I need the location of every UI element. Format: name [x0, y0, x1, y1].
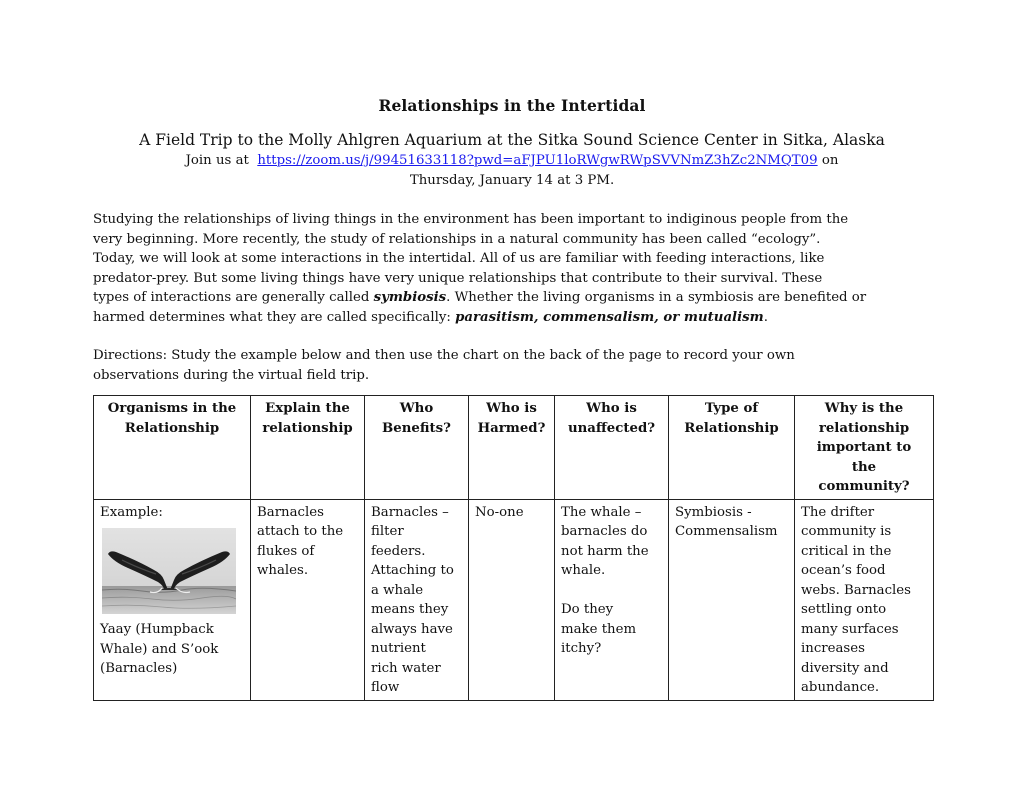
join-line: [0, 153, 1024, 168]
term-symbiosis: symbiosis: [373, 290, 447, 305]
directions-line: observations during the virtual field trip.: [93, 367, 370, 383]
cell-harmed: No-one: [469, 499, 555, 700]
intro-text: harmed determines what they are called specifically:: [93, 309, 456, 325]
cell-organisms: [94, 499, 251, 700]
directions-paragraph: [93, 346, 933, 385]
event-date: Thursday, January 14 at 3 PM.: [409, 173, 615, 188]
intro-line: predator-prey. But some living things have very unique relationships that contribute to their survival. These: [93, 270, 823, 286]
intro-line: Studying the relationships of living things in the environment has been important to indiginous people from the: [93, 212, 849, 227]
intro-line: Today, we will look at some interactions in the intertidal. All of us are familiar with feeding interactions, like: [93, 251, 825, 266]
whale-tail-image: [102, 528, 236, 614]
header-benefits: Who Benefits?: [365, 396, 469, 500]
document-subtitle: A Field Trip to the Molly Ahlgren Aquarium at the Sitka Sound Science Center in Sitka, Alaska: [139, 131, 885, 149]
document-title: Relationships in the Intertidal: [378, 96, 646, 115]
zoom-link[interactable]: https://zoom.us/j/99451633118?pwd=aFJPU1loRWgwRWpSVVNmZ3hZc2NMQT09: [257, 153, 818, 168]
cell-explain: Barnacles attach to the flukes of whales.: [251, 499, 365, 700]
header-organisms: Organisms in the Relationship: [94, 396, 251, 500]
intro-line: [93, 308, 933, 328]
term-relationship-types: parasitism, commensalism, or mutualism: [455, 309, 764, 325]
header-explain: Explain the relationship: [251, 396, 365, 500]
header-why: Why is the relationship important to the community?: [795, 396, 934, 500]
intro-text: .: [763, 309, 768, 325]
cell-why: The drifter community is critical in the ocean’s food webs. Barnacles settling onto many surfaces increases diversity and abundance.: [795, 499, 934, 700]
organisms-text: Yaay (Humpback: [100, 622, 214, 637]
cell-type: Symbiosis - Commensalism: [669, 499, 795, 700]
intro-text: types of interactions are generally called: [93, 290, 374, 305]
table-row-example: [94, 499, 934, 700]
header-type: Type of Relationship: [669, 396, 795, 500]
relationship-table: [93, 395, 934, 701]
intro-paragraph: [93, 210, 933, 327]
intro-line: [93, 288, 933, 308]
directions-line: Directions: Study the example below and then use the chart on the back of the page to record your own: [93, 348, 795, 363]
join-suffix: on: [821, 153, 839, 168]
intro-text: . Whether the living organisms in a symbiosis are benefited or: [446, 290, 867, 305]
intro-line: very beginning. More recently, the study of relationships in a natural community has been called “ecology”.: [93, 231, 821, 247]
organisms-text: Whale) and S’ook: [100, 641, 219, 657]
header-unaffected: Who is unaffected?: [555, 396, 669, 500]
cell-benefits: Barnacles – filter feeders. Attaching to a whale means they always have nutrient rich water flow: [365, 499, 469, 700]
table-header-row: [94, 396, 934, 500]
join-prefix: Join us at: [185, 153, 249, 168]
organisms-text: (Barnacles): [100, 661, 178, 676]
example-label: Example:: [100, 504, 163, 520]
header-harmed: Who is Harmed?: [469, 396, 555, 500]
cell-unaffected: The whale – barnacles do not harm the whale. Do they make them itchy?: [555, 499, 669, 700]
